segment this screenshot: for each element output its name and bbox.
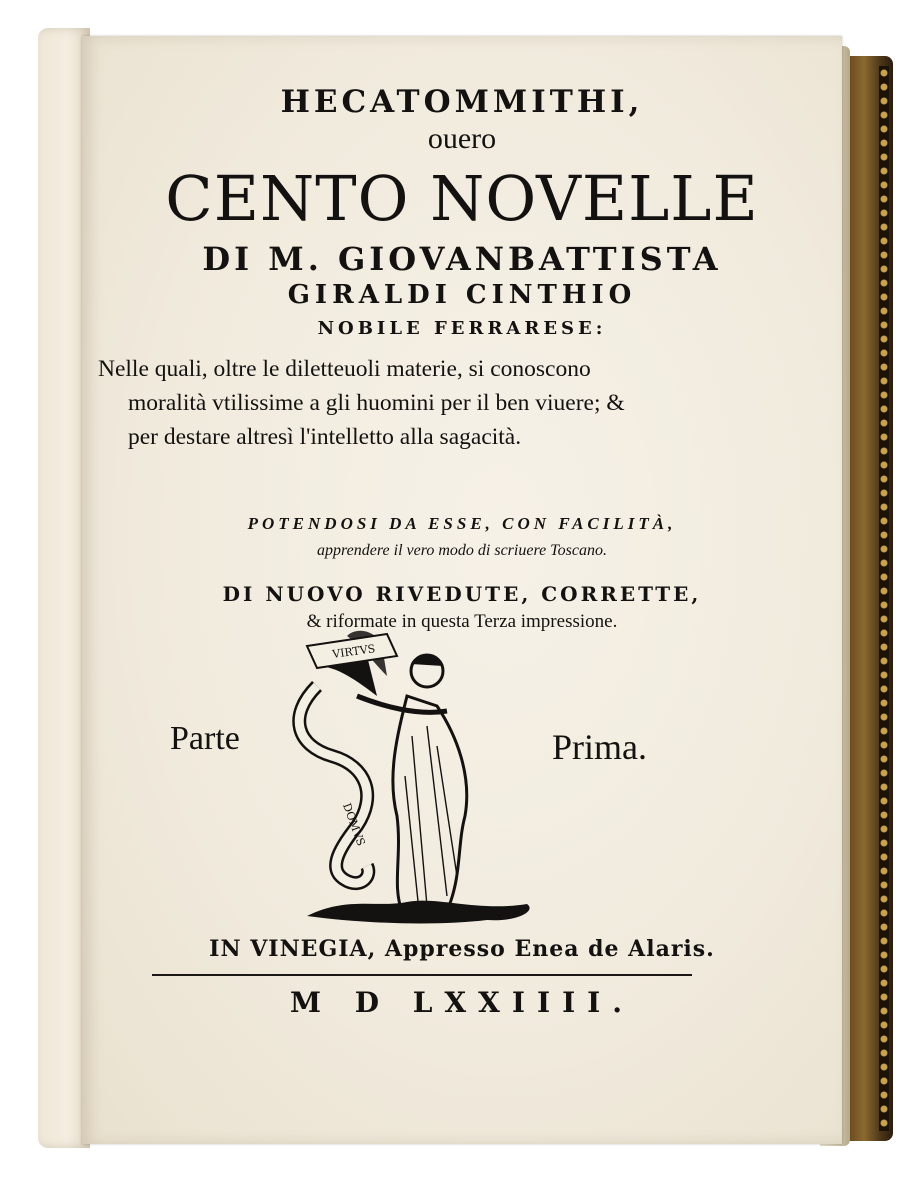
device-ribbon-text-1: VIRTVS [331, 642, 377, 662]
author-origin: NOBILE FERRARESE: [317, 318, 607, 339]
imprint-line: IN VINEGIA, Appresso Enea de Alaris. [209, 936, 715, 962]
description-line-3: per destare altresì l'intelletto alla sagacità. [128, 424, 522, 450]
prima-label: Prima. [552, 727, 647, 767]
title-cento-novelle: CENTO NOVELLE [165, 162, 759, 235]
device-ribbon-text-2: DOMVS [340, 801, 368, 848]
italic-caption-2: apprendere il vero modo di scriuere Toscano. [317, 542, 607, 559]
italic-caption-1: POTENDOSI DA ESSE, CON FACILITÀ, [247, 514, 677, 533]
author-line-1: DI M. GIOVANBATTISTA [202, 240, 722, 278]
title-ouero: ouero [427, 122, 497, 155]
publication-date: M D LXXIIII. [289, 986, 635, 1019]
description-line-1: Nelle quali, oltre le diletteuoli materie, si conoscono [98, 356, 591, 382]
description-paragraph [98, 352, 818, 454]
parte-label: Parte [170, 720, 240, 757]
gilt-edge-decoration [879, 66, 889, 1131]
revision-line-1: DI NUOVO RIVEDUTE, CORRETTE, [222, 582, 702, 606]
title-hecatommithi: HECATOMMITHI, [280, 84, 644, 120]
description-line-2: moralità vtilissime a gli huomini per il ben viuere; & [128, 390, 625, 416]
imprint-rule [152, 974, 692, 976]
printers-device-illustration [287, 626, 547, 926]
revision-line-2: & riformate in questa Terza impressione. [306, 611, 618, 632]
title-page [82, 36, 842, 1144]
author-line-2: GIRALDI CINTHIO [287, 280, 637, 310]
